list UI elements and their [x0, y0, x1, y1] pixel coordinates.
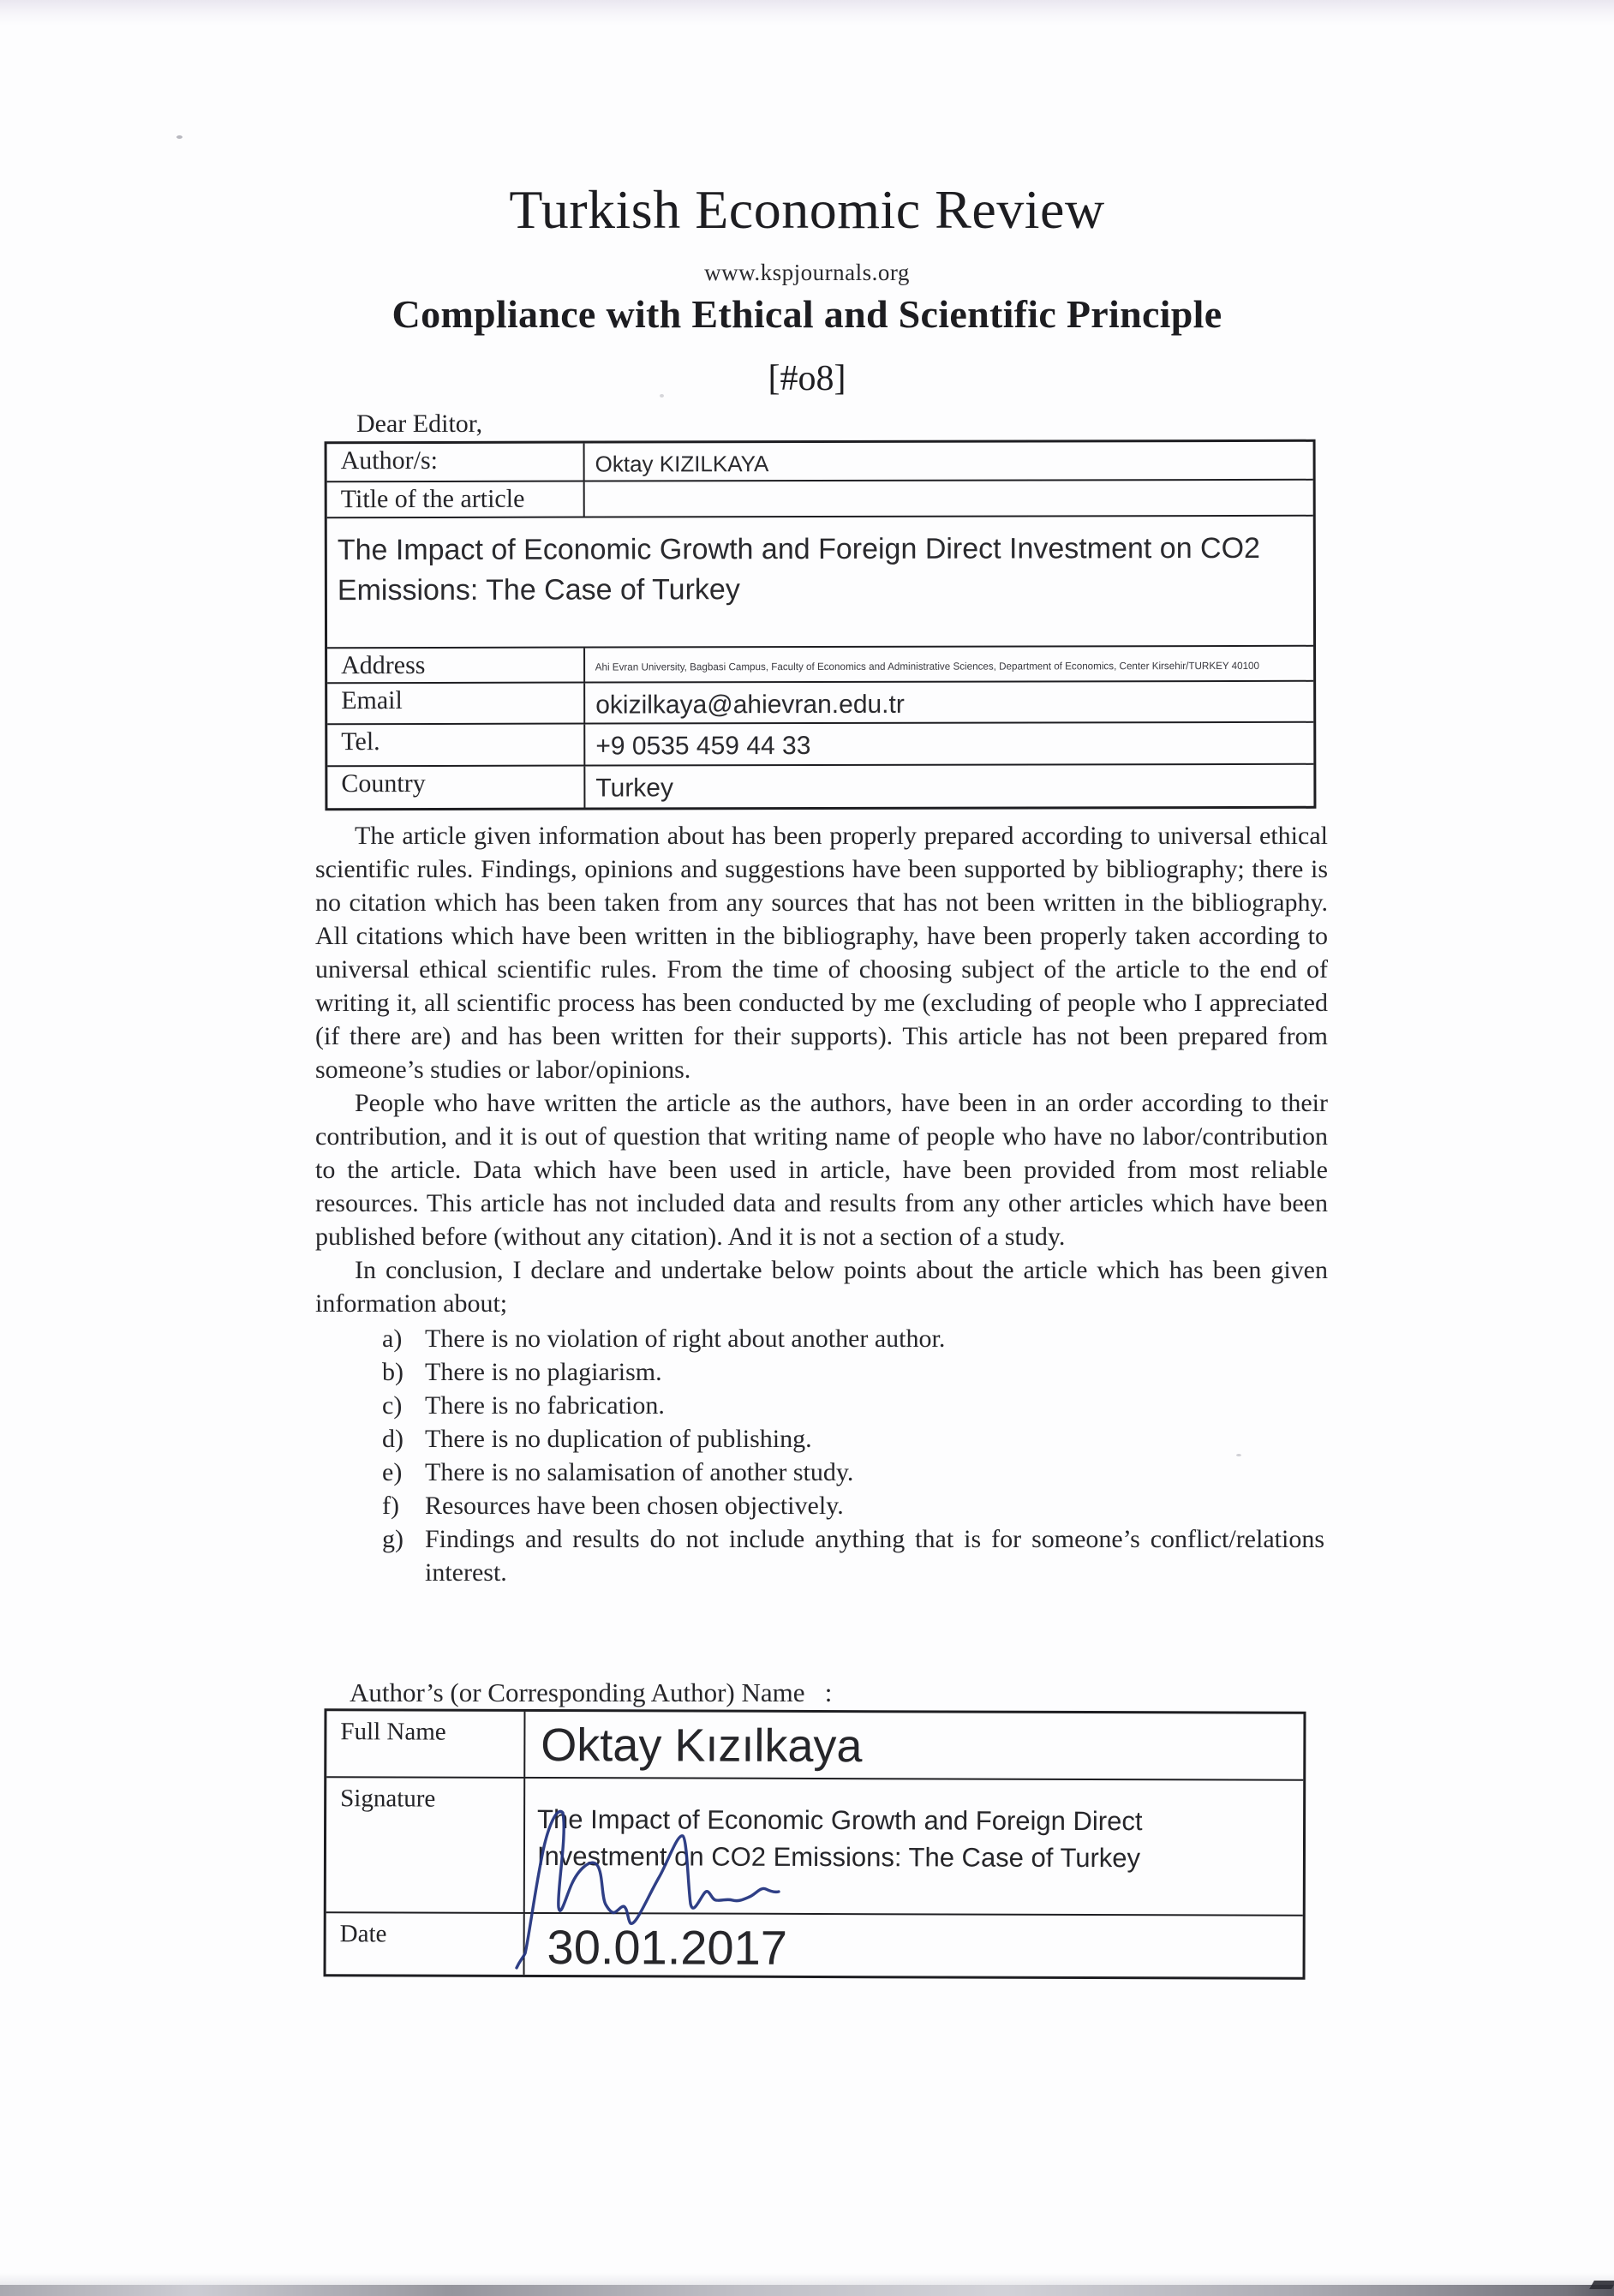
email-label: Email [327, 684, 585, 724]
point-a-text: There is no violation of right about another author. [425, 1324, 946, 1353]
signature-value: The Impact of Economic Growth and Foreign Direct Investment on CO2 Emissions: The Case of Turkey [536, 1803, 1143, 1874]
declaration-paragraph-1: The article given information about has been properly prepared according to universal ethical scientific rules. Findings, opinions and suggestions have been supported by bibliography; there is no citation which has been taken from any sources that has not been written in the bibliography. All citations which have been written in the bibliography, have been properly taken according to universal ethical scientific rules. From the time of choosing subject of the article to the end of writing it, all scientific process has been conducted by me (excluding of people who I appreciated (if there are) and has been written for their supports). This article has not been prepared from someone’s studies or labor/opinions. [315, 822, 1328, 1084]
full-name-label: Full Name [326, 1711, 525, 1777]
declaration-paragraph-3: In conclusion, I declare and undertake below points about the article which has been given information about; [315, 1256, 1328, 1318]
point-g [382, 1522, 1328, 1589]
scan-artifact-corner-mark [1589, 2281, 1614, 2289]
email-value: okizilkaya@ahievran.edu.tr [595, 690, 905, 720]
form-title: Compliance with Ethical and Scientific Principle [392, 292, 1222, 336]
email-row [327, 680, 1313, 723]
form-code: [#o8] [768, 359, 846, 398]
title-label: Title of the article [327, 482, 585, 517]
country-label: Country [327, 767, 585, 809]
author-row [327, 442, 1313, 481]
corresponding-author-heading: Author’s (or Corresponding Author) Name : [350, 1677, 833, 1707]
declaration-text [315, 819, 1328, 1589]
point-g-text: Findings and results do not include anything that is for someone’s conflict/relations interest. [425, 1525, 1324, 1587]
point-c-letter: c) [382, 1391, 403, 1420]
journal-title: Turkish Economic Review [509, 179, 1105, 240]
point-d-letter: d) [382, 1425, 404, 1453]
address-label: Address [327, 649, 585, 683]
tel-row [327, 721, 1313, 765]
signature-table [324, 1708, 1306, 1980]
signature-row [326, 1776, 1303, 1915]
salutation: Dear Editor, [356, 410, 483, 438]
address-value: Ahi Evran University, Bagbasi Campus, Faculty of Economics and Administrative Sciences, Department of Economics, Center Kirsehir/TURKEY 40100 [595, 659, 1260, 673]
article-title: The Impact of Economic Growth and Foreign Direct Investment on CO2 Emissions: The Case of Turkey [337, 531, 1260, 607]
point-d-text: There is no duplication of publishing. [425, 1425, 812, 1453]
point-e [382, 1456, 1328, 1489]
tel-label: Tel. [327, 725, 585, 766]
date-value: 30.01.2017 [547, 1920, 788, 1975]
scan-speck [176, 135, 182, 139]
address-row [327, 645, 1313, 682]
full-name-row [326, 1711, 1303, 1779]
point-a [382, 1322, 1328, 1355]
journal-website: www.kspjournals.org [704, 260, 910, 285]
point-f [382, 1489, 1328, 1522]
article-info-table [325, 439, 1317, 810]
point-e-text: There is no salamisation of another study. [425, 1458, 854, 1486]
title-label-row [327, 479, 1313, 517]
declaration-points [315, 1322, 1328, 1589]
title-label-value [585, 481, 1313, 517]
full-name-value: Oktay Kızılkaya [541, 1719, 863, 1773]
scan-artifact-bottom-band [0, 2285, 1614, 2296]
point-c [382, 1389, 1328, 1422]
article-title-row [327, 515, 1313, 647]
point-e-letter: e) [382, 1458, 403, 1486]
point-g-letter: g) [382, 1525, 404, 1553]
point-f-text: Resources have been chosen objectively. [425, 1492, 844, 1520]
point-a-letter: a) [382, 1324, 403, 1353]
date-label: Date [326, 1913, 525, 1975]
author-label: Author/s: [327, 444, 585, 481]
scan-artifact-top-band [0, 0, 1614, 26]
point-b-letter: b) [382, 1358, 404, 1386]
country-value: Turkey [595, 774, 674, 803]
signature-label: Signature [326, 1778, 525, 1912]
point-f-letter: f) [382, 1492, 399, 1520]
author-value: Oktay KIZILKAYA [595, 451, 769, 477]
point-c-text: There is no fabrication. [425, 1391, 665, 1420]
point-b-text: There is no plagiarism. [425, 1358, 662, 1386]
scan-artifact-bottom-fade [0, 2273, 1614, 2285]
point-d [382, 1422, 1328, 1456]
country-row [327, 763, 1313, 808]
point-b [382, 1355, 1328, 1389]
declaration-paragraph-2: People who have written the article as the authors, have been in an order according to their contribution, and it is out of question that writing name of people who have no labor/contribution to the article. Data which have been used in article, have been provided from most reliable resources. This article has not included data and results from any other articles which have been published before (without any citation). And it is not a section of a study. [315, 1089, 1328, 1251]
date-row [326, 1911, 1303, 1977]
tel-value: +9 0535 459 44 33 [595, 732, 811, 761]
